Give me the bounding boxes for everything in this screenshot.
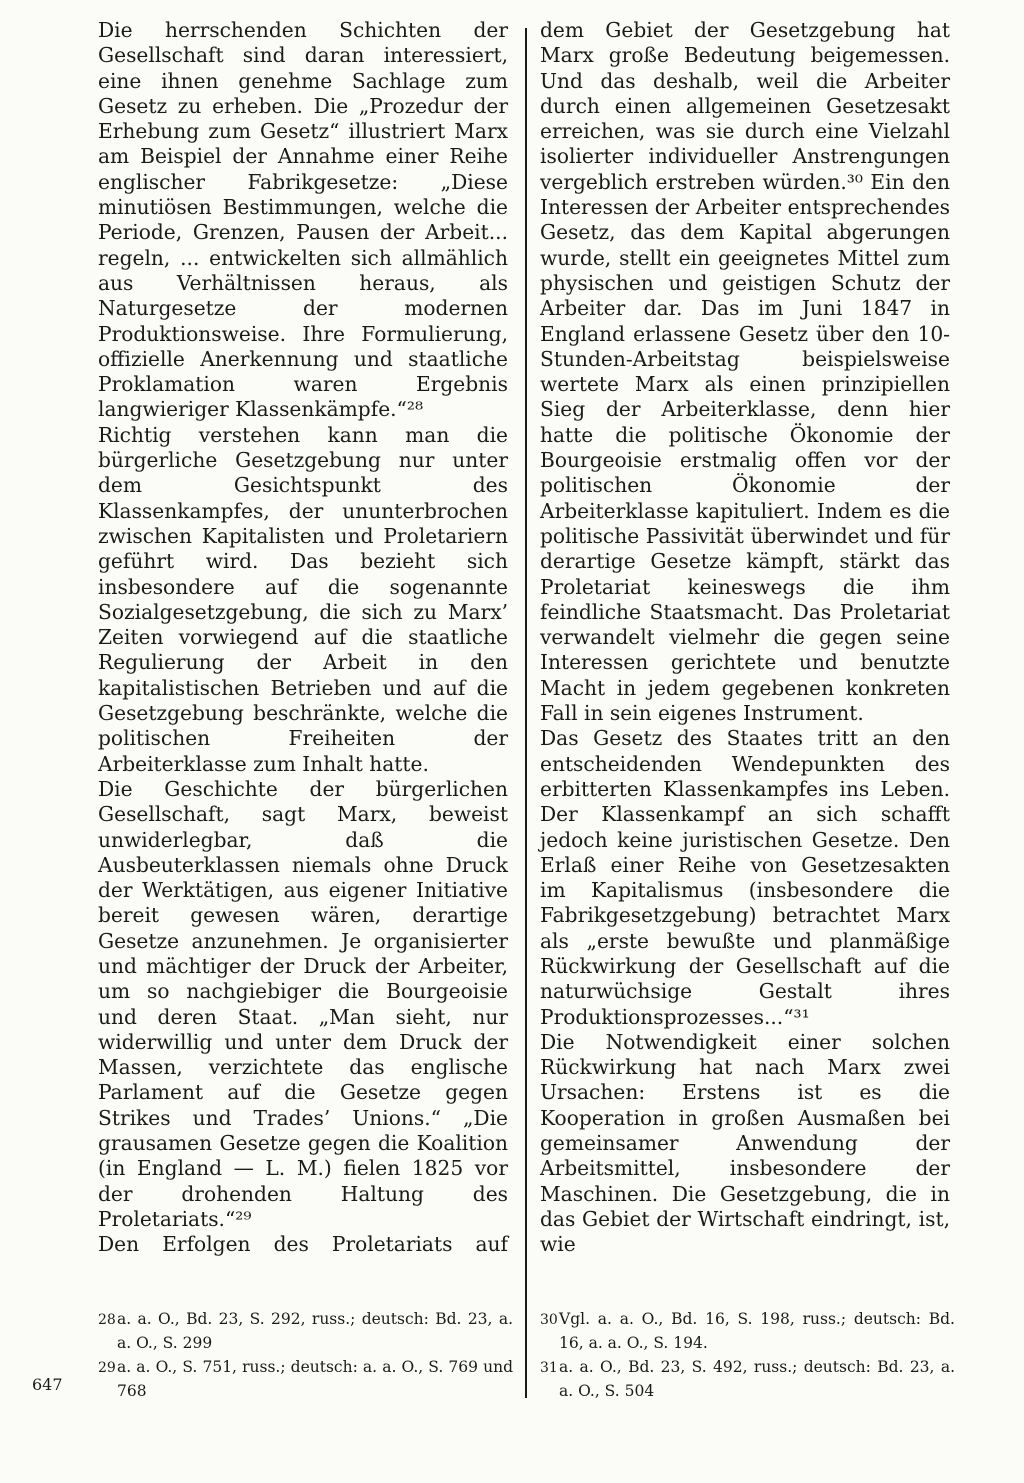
paragraph: dem Gebiet der Gesetzgebung hat Marx große Bedeutung beigemessen. Und das deshalb, weil die Arbeiter durch einen allgemeinen Gesetzesakt erreichen, was sie durch eine Vielzahl isolierter individueller Anstrengungen vergeblich erstreben würden.³⁰ Ein den Interessen der Arbeiter entsprechendes Gesetz, das dem Kapital abgerungen wurde, stellt ein geeignetes Mittel zum physischen und geistigen Schutz der Arbeiter dar. Das im Juni 1847 in England erlassene Gesetz über den 10-Stunden-Arbeitstag beispielsweise wertete Marx als einen prinzipiellen Sieg der Arbeiterklasse, denn hier hatte die politische Ökonomie der Bourgeoisie erstmalig offen vor der politischen Ökonomie der Arbeiterklasse kapituliert. Indem es die politische Passivität überwindet und für derartige Gesetze kämpft, stärkt das Proletariat keineswegs die ihm feindliche Staatsmacht. Das Proletariat verwandelt vielmehr die gegen seine Interessen gerichtete und benutzte Macht in jedem gegebenen konkreten Fall in sein eigenes Instrument.	[540, 18, 950, 726]
page-number: 647	[32, 1375, 63, 1394]
right-text-column	[540, 18, 950, 1258]
footnote	[540, 1356, 955, 1402]
footnote-number: 30	[540, 1312, 558, 1328]
paragraph: Die Notwendigkeit einer solchen Rückwirkung hat nach Marx zwei Ursachen: Erstens ist es die Kooperation in großen Ausmaßen bei gemeinsamer Anwendung der Arbeitsmittel, insbesondere der Maschinen. Die Gesetzgebung, die in das Gebiet der Wirtschaft eindringt, ist, wie	[540, 1029, 950, 1257]
paragraph: Das Gesetz des Staates tritt an den entscheidenden Wendepunkten des erbitterten Klassenkampfes ins Leben. Der Klassenkampf an sich schafft jedoch keine juristischen Gesetze. Den Erlaß einer Reihe von Gesetzesakten im Kapitalismus (insbesondere die Fabrikgesetzgebung) betrachtet Marx als „erste bewußte und planmäßige Rückwirkung der Gesellschaft auf die naturwüchsige Gestalt ihres Produktionsprozesses...“³¹	[540, 726, 950, 1029]
footnote	[98, 1356, 513, 1402]
footnote-number: 29	[98, 1360, 116, 1376]
paragraph: Die Geschichte der bürgerlichen Gesellschaft, sagt Marx, beweist unwiderlegbar, daß die Ausbeuterklassen niemals ohne Druck der Werktätigen, aus eigener Initiative bereit gewesen wären, derartige Gesetze anzunehmen. Je organisierter und mächtiger der Druck der Arbeiter, um so nachgiebiger die Bourgeoisie und deren Staat. „Man sieht, nur widerwillig und unter dem Druck der Massen, verzichtete das englische Parlament auf die Gesetze gegen Strikes und Trades’ Unions.“ „Die grausamen Gesetze gegen die Koalition (in England — L. M.) fielen 1825 vor der drohenden Haltung des Proletariats.“²⁹	[98, 776, 508, 1231]
left-text-column	[98, 18, 508, 1258]
footnote-number: 28	[98, 1312, 116, 1328]
paragraph: Richtig verstehen kann man die bürgerliche Gesetzgebung nur unter dem Gesichtspunkt des Klassenkampfes, der ununterbrochen zwischen Kapitalisten und Proletariern geführt wird. Das bezieht sich insbesondere auf die sogenannte Sozialgesetzgebung, die sich zu Marx’ Zeiten vorwiegend auf die staatliche Regulierung der Arbeit in den kapitalistischen Betrieben und auf die Gesetzgebung beschränkte, welche die politischen Freiheiten der Arbeiterklasse zum Inhalt hatte.	[98, 422, 508, 776]
footnote-text: Vgl. a. a. O., Bd. 16, S. 198, russ.; deutsch: Bd. 16, a. a. O., S. 194.	[559, 1310, 955, 1352]
footnotes-right	[540, 1308, 955, 1404]
footnotes-left	[98, 1308, 513, 1404]
footnote	[98, 1308, 513, 1354]
footnote-text: a. a. O., Bd. 23, S. 492, russ.; deutsch: Bd. 23, a. a. O., S. 504	[559, 1358, 955, 1400]
column-divider	[525, 28, 527, 1398]
footnote-text: a. a. O., Bd. 23, S. 292, russ.; deutsch: Bd. 23, a. a. O., S. 299	[117, 1310, 513, 1352]
paragraph: Den Erfolgen des Proletariats auf	[98, 1232, 508, 1257]
footnote-text: a. a. O., S. 751, russ.; deutsch: a. a. O., S. 769 und 768	[117, 1358, 513, 1400]
paragraph: Die herrschenden Schichten der Gesellschaft sind daran interessiert, eine ihnen genehme Sachlage zum Gesetz zu erheben. Die „Prozedur der Erhebung zum Gesetz“ illustriert Marx am Beispiel der Annahme einer Reihe englischer Fabrikgesetze: „Diese minutiösen Bestimmungen, welche die Periode, Grenzen, Pausen der Arbeit... regeln, ... entwickelten sich allmählich aus Verhältnissen heraus, als Naturgesetze der modernen Produktionsweise. Ihre Formulierung, offizielle Anerkennung und staatliche Proklamation waren Ergebnis langwieriger Klassenkämpfe.“²⁸	[98, 18, 508, 422]
footnote	[540, 1308, 955, 1354]
footnote-number: 31	[540, 1360, 558, 1376]
